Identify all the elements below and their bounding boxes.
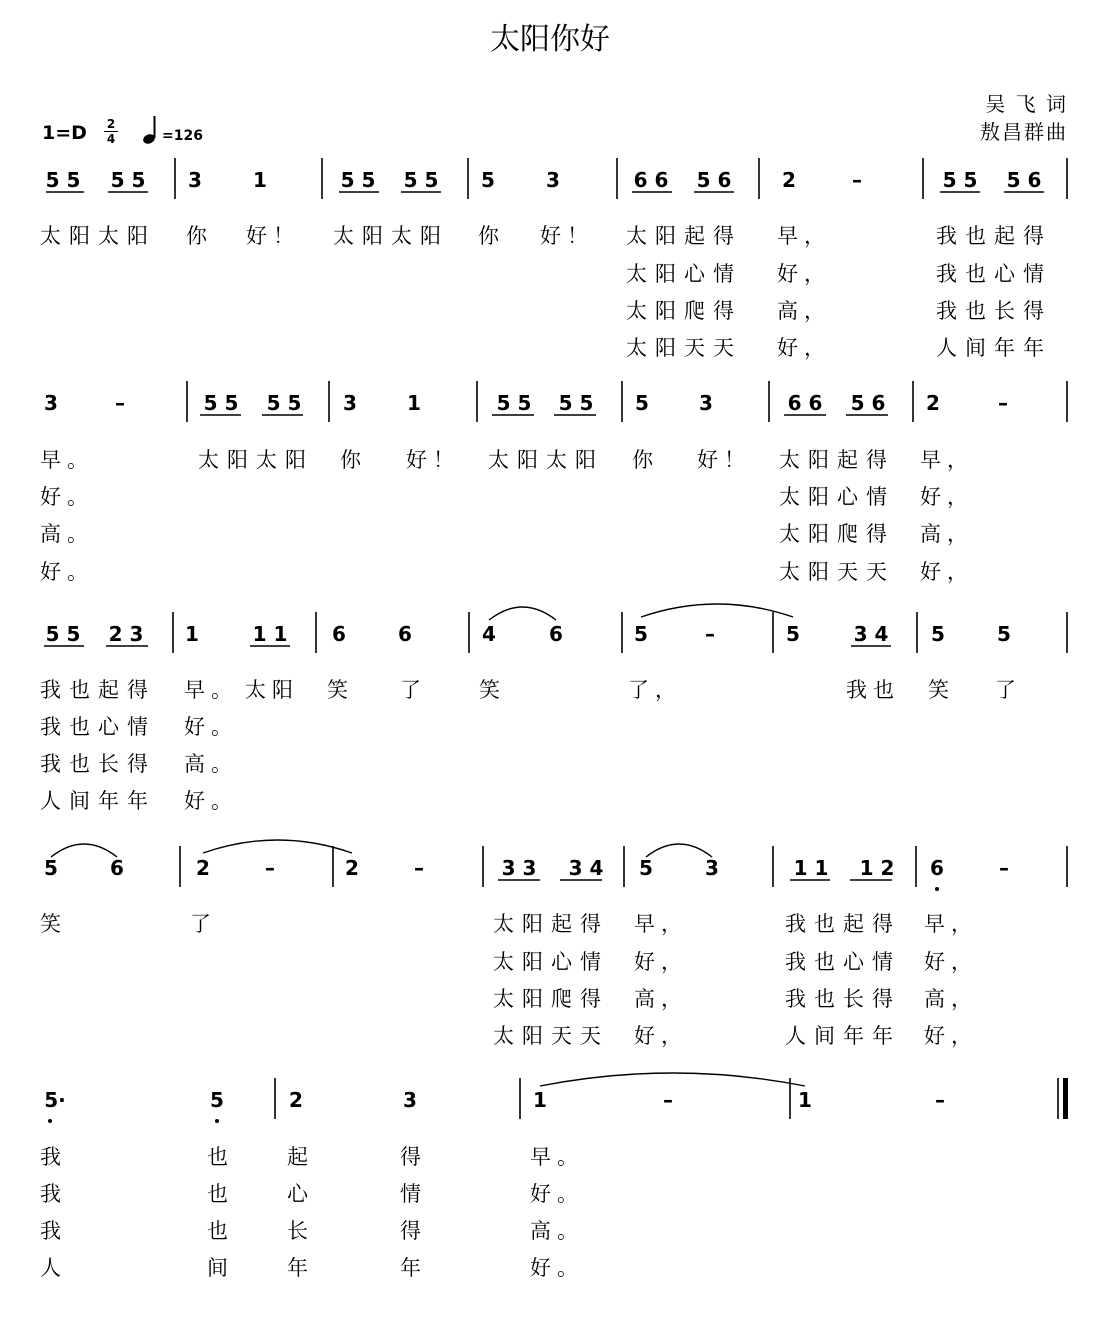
lyric-syllable: 了 — [400, 678, 427, 702]
lyric-syllable: 笑 — [928, 678, 955, 702]
lyric-syllable: 年 — [400, 1256, 427, 1280]
note: 5 — [931, 622, 945, 646]
lyric-syllable: 好！ — [540, 224, 594, 248]
lyric-syllable: 高， — [924, 987, 978, 1011]
time-signature-top: 2 — [104, 117, 118, 132]
note: 1 — [533, 1088, 547, 1112]
lyric-syllable: 早。 — [184, 678, 238, 702]
song-title: 太阳你好 — [490, 22, 610, 57]
octave-dot — [215, 1119, 219, 1123]
note: – — [852, 168, 862, 192]
note: – — [414, 856, 424, 880]
note: 6 — [110, 856, 124, 880]
note: 5 — [210, 1088, 224, 1112]
lyric-syllable: 你 — [632, 448, 659, 472]
slur — [203, 840, 352, 853]
note: 5 — [997, 622, 1011, 646]
note: 2 — [345, 856, 359, 880]
note: – — [663, 1088, 673, 1112]
note: – — [705, 622, 715, 646]
note: 5 5 — [558, 391, 594, 415]
lyric-syllable: 起 — [287, 1145, 314, 1169]
note: 6 — [398, 622, 412, 646]
lyric-syllable: 我 — [40, 1219, 67, 1243]
lyric-syllable: 太阳太阳 — [40, 224, 156, 248]
note: 6 6 — [633, 168, 669, 192]
note: 5 6 — [1006, 168, 1042, 192]
lyric-syllable: 好， — [777, 262, 831, 286]
lyricist-credit: 吴 飞 词 — [985, 92, 1068, 116]
lyric-syllable: 好。 — [530, 1182, 584, 1206]
note: – — [935, 1088, 945, 1112]
lyric-syllable: 情 — [400, 1182, 427, 1206]
note: 3 — [546, 168, 560, 192]
note: 5 — [639, 856, 653, 880]
note: 2 — [782, 168, 796, 192]
lyric-syllable: 早， — [634, 912, 688, 936]
lyric-syllable: 年 — [287, 1256, 314, 1280]
note: 5 — [44, 856, 58, 880]
note: 6 — [332, 622, 346, 646]
note: – — [999, 856, 1009, 880]
note: 6 6 — [787, 391, 823, 415]
lyric-syllable: 了 — [995, 678, 1022, 702]
note: – — [998, 391, 1008, 415]
note: 5 5 — [45, 622, 81, 646]
lyric-syllable: 太阳太阳 — [333, 224, 449, 248]
lyric-syllable: 你 — [186, 224, 213, 248]
lyric-syllable: 早。 — [40, 448, 94, 472]
note: 3 — [44, 391, 58, 415]
lyric-syllable: 你 — [478, 224, 505, 248]
note: 5 5 — [403, 168, 439, 192]
final-bar-thick — [1063, 1078, 1068, 1119]
octave-dot — [48, 1119, 52, 1123]
lyric-syllable: 太阳爬得 — [779, 522, 895, 546]
lyric-syllable: 得 — [400, 1145, 427, 1169]
note: 5 5 — [110, 168, 146, 192]
note: 3 — [705, 856, 719, 880]
composer-credit: 敖昌群曲 — [980, 120, 1068, 144]
lyric-syllable: 我也起得 — [785, 912, 901, 936]
note: 1 — [407, 391, 421, 415]
lyric-syllable: 好。 — [530, 1256, 584, 1280]
note: 3 4 — [568, 856, 604, 880]
lyric-syllable: 好。 — [40, 560, 94, 584]
lyric-syllable: 人间年年 — [785, 1024, 901, 1048]
lyric-syllable: 人间年年 — [40, 789, 156, 813]
note: 5 5 — [203, 391, 239, 415]
lyric-syllable: 我也长得 — [936, 299, 1052, 323]
slur — [540, 1073, 805, 1086]
lyric-syllable: 了 — [190, 912, 217, 936]
lyric-syllable: 我 — [40, 1182, 67, 1206]
lyric-syllable: 太阳心情 — [626, 262, 742, 286]
lyric-syllable: 太阳心情 — [493, 950, 609, 974]
lyric-syllable: 我也 — [846, 678, 900, 702]
time-signature-bottom: 4 — [106, 132, 116, 146]
note: 3 — [403, 1088, 417, 1112]
note: 5 6 — [850, 391, 886, 415]
lyric-syllable: 太阳爬得 — [493, 987, 609, 1011]
lyric-syllable: 太阳心情 — [779, 485, 895, 509]
key-signature: 1=D — [42, 122, 87, 144]
note: – — [115, 391, 125, 415]
note: 1 — [185, 622, 199, 646]
lyric-syllable: 早， — [777, 224, 831, 248]
note: 5 5 — [45, 168, 81, 192]
lyric-syllable: 好， — [634, 1024, 688, 1048]
lyric-syllable: 我 — [40, 1145, 67, 1169]
lyric-syllable: 太阳起得 — [493, 912, 609, 936]
lyric-syllable: 太阳太阳 — [198, 448, 314, 472]
lyric-syllable: 好， — [920, 560, 974, 584]
note: 3 — [188, 168, 202, 192]
note: 1 — [798, 1088, 812, 1112]
lyric-syllable: 早。 — [530, 1145, 584, 1169]
note: 5 — [635, 391, 649, 415]
lyric-syllable: 长 — [287, 1219, 314, 1243]
lyric-syllable: 我也起得 — [936, 224, 1052, 248]
lyric-syllable: 高， — [634, 987, 688, 1011]
lyric-syllable: 高， — [777, 299, 831, 323]
note: 5 — [786, 622, 800, 646]
lyric-syllable: 好， — [924, 950, 978, 974]
note: 5 5 — [340, 168, 376, 192]
lyric-syllable: 高。 — [184, 752, 238, 776]
note: 1 — [253, 168, 267, 192]
lyric-syllable: 好， — [777, 336, 831, 360]
lyric-syllable: 也 — [207, 1182, 234, 1206]
slur — [646, 844, 712, 857]
note: 5 — [634, 622, 648, 646]
lyric-syllable: 笑 — [479, 678, 506, 702]
lyric-syllable: 太阳起得 — [779, 448, 895, 472]
lyric-syllable: 好， — [920, 485, 974, 509]
note: 5· — [44, 1088, 66, 1112]
lyric-syllable: 好。 — [184, 789, 238, 813]
lyric-syllable: 我也心情 — [936, 262, 1052, 286]
lyric-syllable: 好！ — [697, 448, 751, 472]
slur — [51, 844, 117, 857]
lyric-syllable: 好， — [924, 1024, 978, 1048]
lyric-syllable: 了， — [628, 678, 682, 702]
note: 5 5 — [496, 391, 532, 415]
note: 4 — [482, 622, 496, 646]
lyric-syllable: 好！ — [406, 448, 460, 472]
lyric-syllable: 太阳起得 — [626, 224, 742, 248]
lyric-syllable: 太阳爬得 — [626, 299, 742, 323]
lyric-syllable: 也 — [207, 1145, 234, 1169]
lyric-syllable: 心 — [287, 1182, 314, 1206]
lyric-syllable: 好， — [634, 950, 688, 974]
lyric-syllable: 好。 — [40, 485, 94, 509]
lyric-syllable: 得 — [400, 1219, 427, 1243]
note: 5 — [481, 168, 495, 192]
lyric-syllable: 早， — [920, 448, 974, 472]
note: 3 3 — [501, 856, 537, 880]
lyric-syllable: 间 — [207, 1256, 234, 1280]
octave-dot — [935, 887, 939, 891]
slur — [641, 604, 793, 617]
lyric-syllable: 太阳太阳 — [488, 448, 604, 472]
note: 1 1 — [252, 622, 288, 646]
note: 3 4 — [853, 622, 889, 646]
lyric-syllable: 我也心情 — [40, 715, 156, 739]
note: 6 — [930, 856, 944, 880]
lyric-syllable: 太阳天天 — [493, 1024, 609, 1048]
note: 5 5 — [942, 168, 978, 192]
lyric-syllable: 我也心情 — [785, 950, 901, 974]
lyric-syllable: 好！ — [246, 224, 300, 248]
slur — [489, 607, 556, 620]
lyric-syllable: 人 — [40, 1256, 67, 1280]
lyric-syllable: 好。 — [184, 715, 238, 739]
note: 2 — [196, 856, 210, 880]
lyric-syllable: 早， — [924, 912, 978, 936]
lyric-syllable: 我也长得 — [40, 752, 156, 776]
lyric-syllable: 高， — [920, 522, 974, 546]
lyric-syllable: 太阳 — [245, 678, 299, 702]
lyric-syllable: 人间年年 — [936, 336, 1052, 360]
lyric-syllable: 高。 — [530, 1219, 584, 1243]
lyric-syllable: 笑 — [40, 912, 67, 936]
lyric-syllable: 笑 — [327, 678, 354, 702]
tempo-marking: =126 — [162, 128, 203, 144]
lyric-syllable: 你 — [340, 448, 367, 472]
note: 1 1 — [793, 856, 829, 880]
note: 6 — [549, 622, 563, 646]
note: 2 3 — [108, 622, 144, 646]
note: 5 5 — [266, 391, 302, 415]
note: 2 — [289, 1088, 303, 1112]
note: – — [265, 856, 275, 880]
lyric-syllable: 太阳天天 — [626, 336, 742, 360]
lyric-syllable: 我也起得 — [40, 678, 156, 702]
note: 5 6 — [696, 168, 732, 192]
note: 3 — [343, 391, 357, 415]
lyric-syllable: 我也长得 — [785, 987, 901, 1011]
note: 2 — [926, 391, 940, 415]
lyric-syllable: 高。 — [40, 522, 94, 546]
lyric-syllable: 也 — [207, 1219, 234, 1243]
note: 1 2 — [859, 856, 895, 880]
lyric-syllable: 太阳天天 — [779, 560, 895, 584]
note: 3 — [699, 391, 713, 415]
